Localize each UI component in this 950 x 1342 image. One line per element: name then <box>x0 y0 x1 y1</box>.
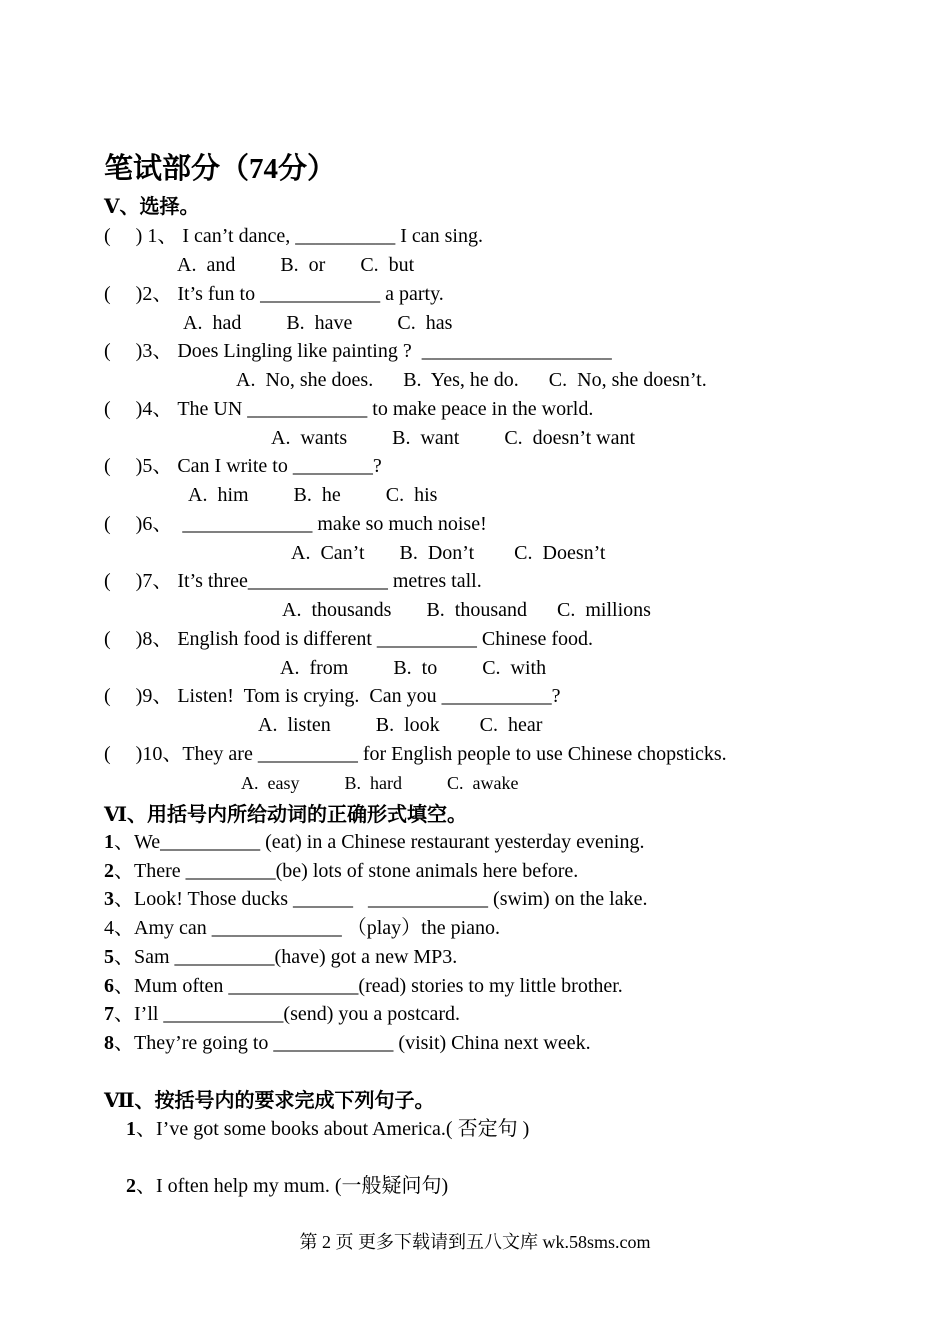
item-number: 4 <box>104 917 114 939</box>
item-text: 、Mum often _____________(read) stories to my little brother. <box>114 975 623 997</box>
item-number: 5 <box>104 946 114 968</box>
item-text: 、Look! Those ducks ______ ____________ (swim) on the lake. <box>114 888 648 910</box>
item-number: 8 <box>104 1032 114 1054</box>
rewrite-item <box>126 1173 448 1199</box>
question-stem: ( )5、 Can I write to ________? <box>104 455 382 477</box>
question-stem: ( )9、 Listen! Tom is crying. Can you ___________? <box>104 685 561 707</box>
question-options: A. Can’t B. Don’t C. Doesn’t <box>291 542 606 564</box>
item-number: 6 <box>104 975 114 997</box>
item-number: 2 <box>104 860 114 882</box>
fill-item <box>104 1001 460 1027</box>
question-options: A. from B. to C. with <box>280 657 547 679</box>
question-options: A. wants B. want C. doesn’t want <box>271 427 636 449</box>
item-number: 2 <box>126 1175 136 1197</box>
section-7-heading: Ⅶ、按括号内的要求完成下列句子。 <box>104 1090 435 1112</box>
item-text: 、I’ll ____________(send) you a postcard. <box>114 1003 461 1025</box>
item-text: 、There _________(be) lots of stone animals here before. <box>114 860 579 882</box>
page-title: 笔试部分（74分） <box>104 153 337 185</box>
item-number: 7 <box>104 1003 114 1025</box>
item-number: 1 <box>126 1118 136 1140</box>
item-number: 1 <box>104 831 114 853</box>
question-stem: ( )7、 It’s three______________ metres tall. <box>104 570 482 592</box>
question-stem: ( )6、 _____________ make so much noise! <box>104 513 487 535</box>
question-options: A. No, she does. B. Yes, he do. C. No, she doesn’t. <box>236 369 707 391</box>
question-stem: ( ) 1、 I can’t dance, __________ I can sing. <box>104 225 483 247</box>
question-stem: ( )4、 The UN ____________ to make peace in the world. <box>104 398 594 420</box>
question-stem: ( )2、 It’s fun to ____________ a party. <box>104 283 444 305</box>
fill-item <box>104 1030 591 1056</box>
question-stem: ( )8、 English food is different __________ Chinese food. <box>104 628 594 650</box>
question-stem: ( )10、They are __________ for English people to use Chinese chopsticks. <box>104 743 727 765</box>
question-options: A. and B. or C. but <box>177 254 415 276</box>
item-text: 、I’ve got some books about America.( 否定句 ) <box>136 1118 530 1140</box>
item-text: 、They’re going to ____________ (visit) China next week. <box>114 1032 591 1054</box>
item-text: 、Sam __________(have) got a new MP3. <box>114 946 458 968</box>
item-text: 、We__________ (eat) in a Chinese restaurant yesterday evening. <box>114 831 645 853</box>
rewrite-item <box>126 1116 529 1142</box>
question-stem: ( )3、 Does Lingling like painting ? ___________________ <box>104 340 612 362</box>
section-6-heading: Ⅵ、用括号内所给动词的正确形式填空。 <box>104 804 467 826</box>
question-options: A. had B. have C. has <box>183 312 453 334</box>
item-number: 3 <box>104 888 114 910</box>
fill-item <box>104 915 500 941</box>
fill-item <box>104 973 623 999</box>
fill-item <box>104 829 644 855</box>
question-options: A. easy B. hard C. awake <box>241 773 519 793</box>
item-text: 、I often help my mum. (一般疑问句) <box>136 1175 449 1197</box>
fill-item <box>104 944 457 970</box>
question-options: A. listen B. look C. hear <box>258 714 543 736</box>
page-footer: 第 2 页 更多下载请到五八文库 wk.58sms.com <box>299 1232 651 1252</box>
question-options: A. him B. he C. his <box>188 484 438 506</box>
item-text: 、Amy can _____________ （play）the piano. <box>114 917 501 939</box>
section-5-heading: Ⅴ、选择。 <box>104 196 200 218</box>
question-options: A. thousands B. thousand C. millions <box>282 599 651 621</box>
fill-item <box>104 886 647 912</box>
fill-item <box>104 858 578 884</box>
